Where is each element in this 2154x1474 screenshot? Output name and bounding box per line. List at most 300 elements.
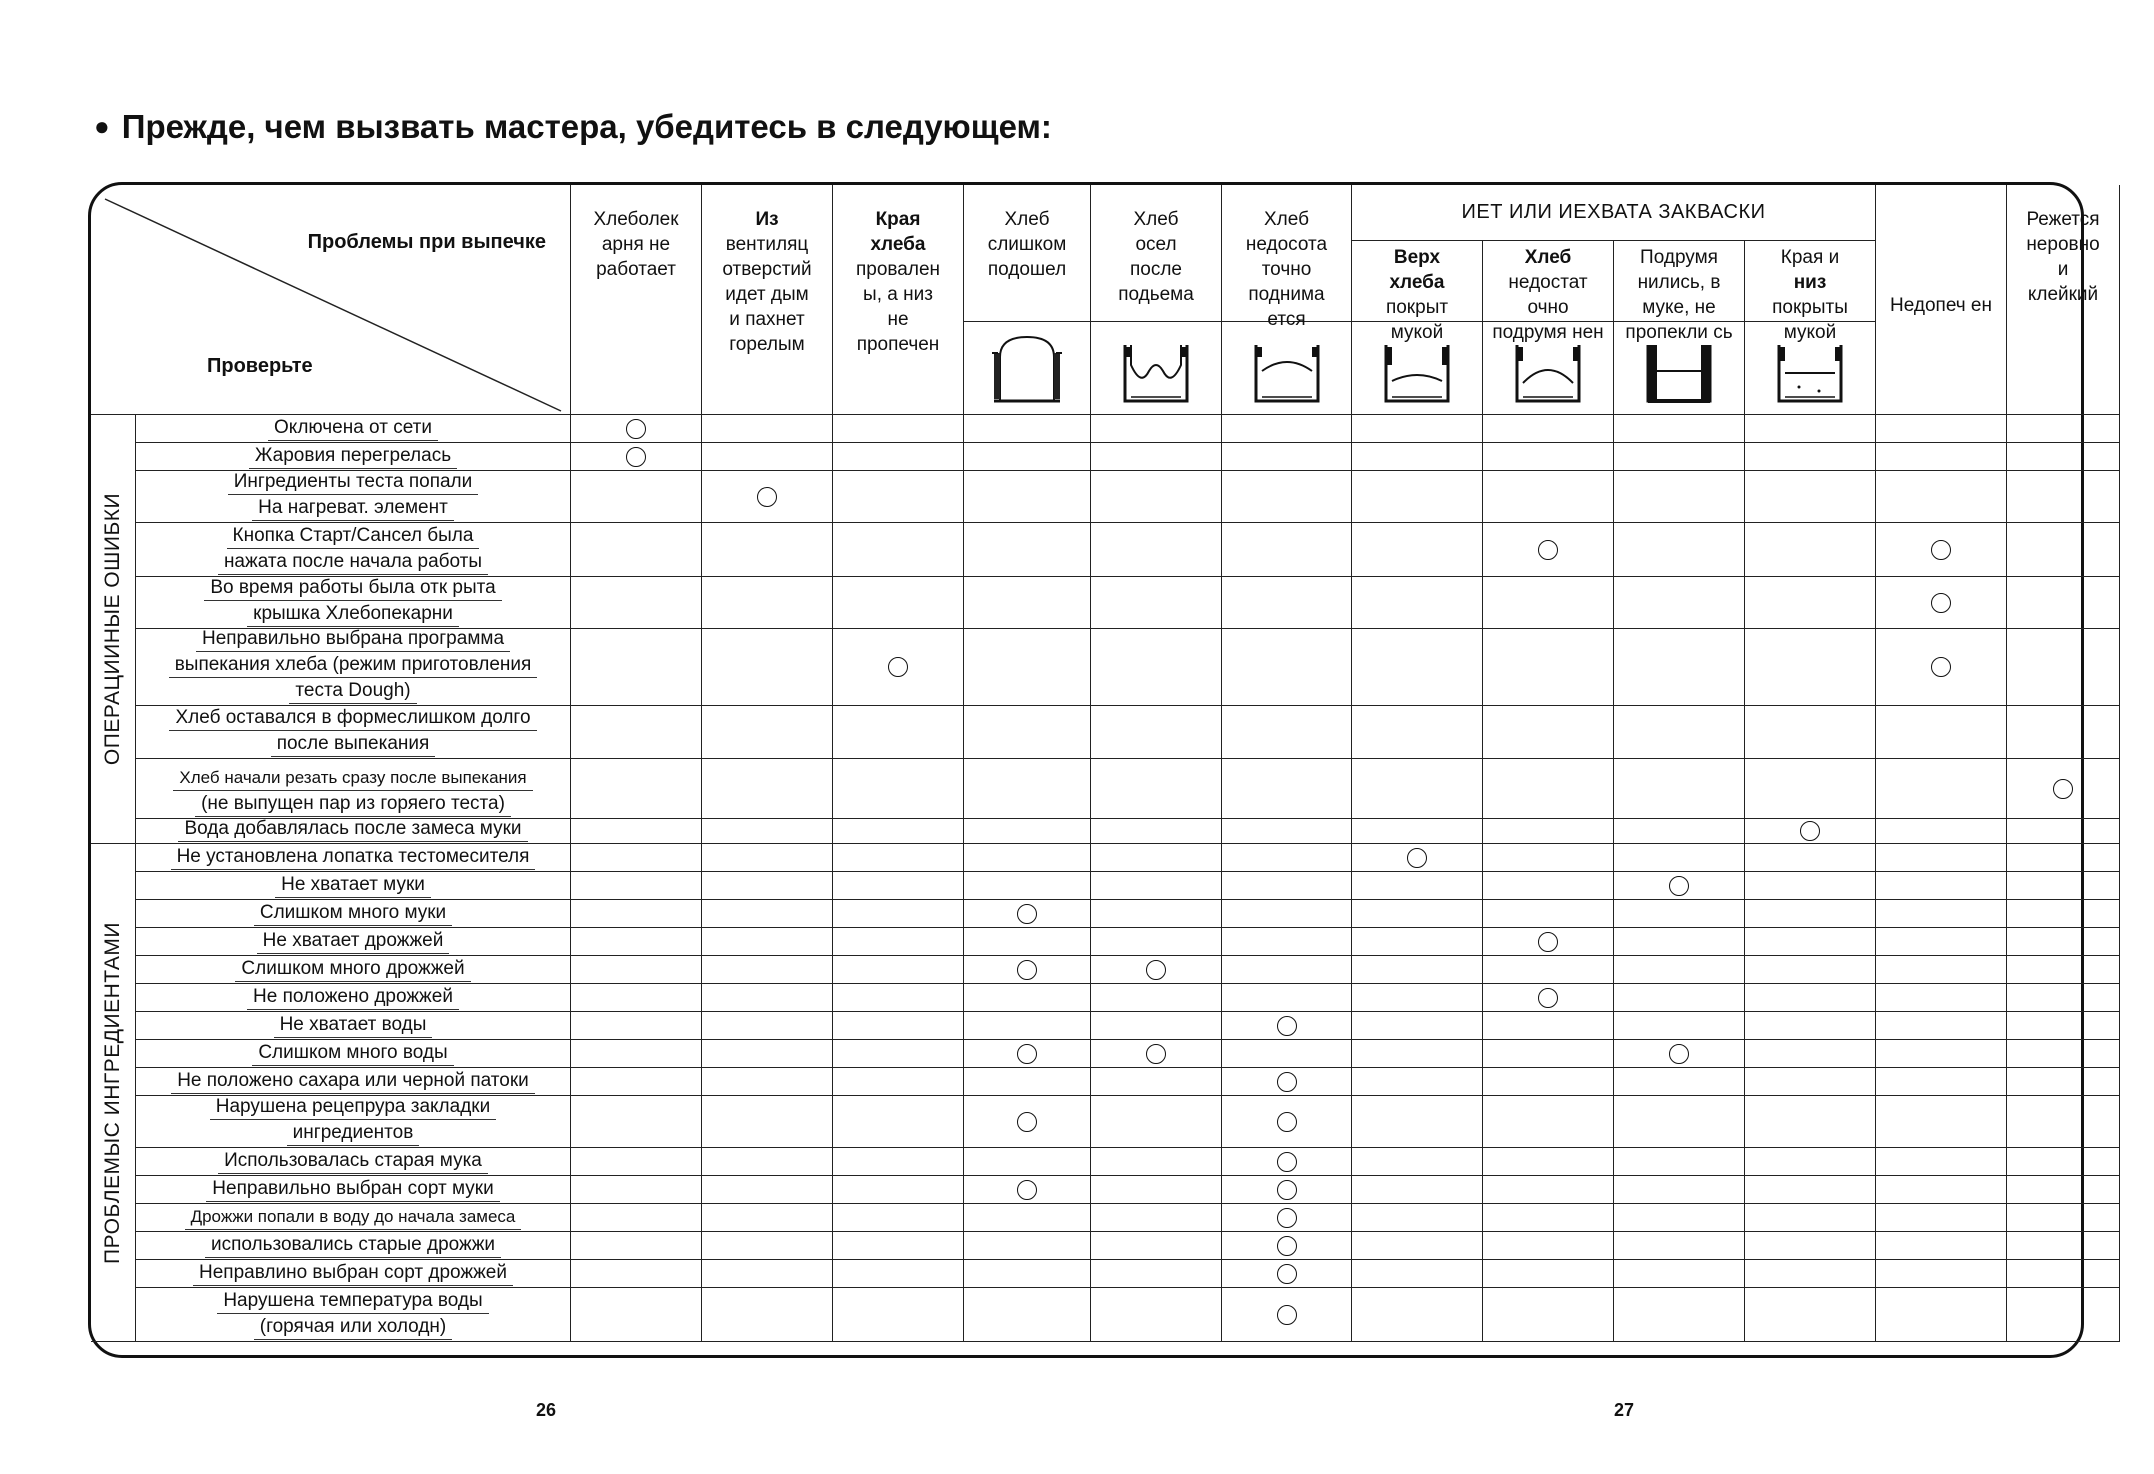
- table-cell: [1222, 872, 1352, 900]
- table-cell: [1745, 900, 1876, 928]
- table-cell: [571, 956, 702, 984]
- table-cell: [1614, 706, 1745, 759]
- table-cell: [1091, 471, 1222, 523]
- table-cell: [1876, 1204, 2007, 1232]
- row-label-line: теста Dough): [289, 678, 416, 704]
- table-cell: [1483, 1068, 1614, 1096]
- table-cell: [1745, 872, 1876, 900]
- column-icon-cell: [1483, 322, 1614, 415]
- table-cell: [702, 759, 833, 819]
- table-cell: [702, 900, 833, 928]
- column-header-5: [1091, 185, 1222, 322]
- table-cell: [1352, 577, 1483, 629]
- table-cell: [833, 471, 964, 523]
- row-label-line: Слишком много воды: [252, 1040, 453, 1066]
- table-cell: [1745, 471, 1876, 523]
- table-cell: [571, 523, 702, 577]
- table-cell: [1483, 844, 1614, 872]
- table-cell: [571, 706, 702, 759]
- group-header-yeast: ИЕТ ИЛИ ИЕХВАТА ЗАКВАСКИ: [1352, 185, 1876, 241]
- table-cell: [1091, 872, 1222, 900]
- column-header-line: Недопеч ен: [1890, 295, 1992, 316]
- table-cell: [1614, 523, 1745, 577]
- check-circle-icon: [1538, 988, 1558, 1008]
- table-cell: [833, 956, 964, 984]
- table-cell: [1483, 1012, 1614, 1040]
- troubleshooting-table-frame: [88, 182, 2100, 1358]
- column-header-9: [1614, 241, 1745, 343]
- check-circle-icon: [1669, 1044, 1689, 1064]
- table-cell: [1091, 523, 1222, 577]
- check-circle-icon: [1017, 960, 1037, 980]
- table-cell: [1745, 1148, 1876, 1176]
- table-cell: [1352, 844, 1483, 872]
- row-label-line: Жаровия перегрелась: [249, 443, 457, 469]
- column-header-line: очно: [1527, 297, 1569, 318]
- loaf-collapsed-icon: [1115, 331, 1197, 405]
- table-cell: [1745, 819, 1876, 844]
- table-cell: [833, 1260, 964, 1288]
- table-cell: [1091, 956, 1222, 984]
- table-cell: [1745, 1204, 1876, 1232]
- table-cell: [964, 1040, 1091, 1068]
- table-cell: [833, 1288, 964, 1342]
- table-cell: [1745, 443, 1876, 471]
- table-cell: [571, 928, 702, 956]
- table-cell: [1352, 706, 1483, 759]
- table-cell: [1352, 1260, 1483, 1288]
- table-cell: [1614, 577, 1745, 629]
- row-label-line: использовались старые дрожжи: [205, 1232, 501, 1258]
- column-header-line: нились, в: [1637, 272, 1721, 293]
- table-cell: [1483, 1232, 1614, 1260]
- table-cell: [964, 523, 1091, 577]
- table-cell: [964, 443, 1091, 471]
- table-cell: [1483, 1040, 1614, 1068]
- table-cell: [2007, 1148, 2120, 1176]
- column-header-line: Хлеб: [1524, 247, 1572, 268]
- table-cell: [702, 1204, 833, 1232]
- column-header-line: хлеба: [870, 234, 926, 255]
- column-header-8: [1483, 241, 1614, 343]
- column-icon-cell: [1222, 322, 1352, 415]
- table-cell: [1745, 1176, 1876, 1204]
- table-cell: [1614, 629, 1745, 706]
- table-cell: [1091, 1176, 1222, 1204]
- column-header-line: арня не: [601, 234, 671, 255]
- check-circle-icon: [1669, 876, 1689, 896]
- table-cell: [1222, 706, 1352, 759]
- table-cell: [702, 629, 833, 706]
- table-cell: [1614, 1176, 1745, 1204]
- table-cell: [1483, 819, 1614, 844]
- column-header-line: пропекли сь: [1625, 322, 1733, 343]
- column-header-line: провален: [855, 259, 940, 280]
- row-label-line: Слишком много дрожжей: [235, 956, 470, 982]
- row-label-line: после выпекания: [271, 731, 436, 757]
- check-circle-icon: [1277, 1072, 1297, 1092]
- table-cell: [1876, 1068, 2007, 1096]
- table-cell: [833, 984, 964, 1012]
- table-cell: [571, 577, 702, 629]
- table-cell: [1876, 1260, 2007, 1288]
- row-label-line: Не положено дрожжей: [247, 984, 459, 1010]
- table-cell: [1091, 1260, 1222, 1288]
- table-cell: [1091, 928, 1222, 956]
- check-circle-icon: [1277, 1264, 1297, 1284]
- table-cell: [2007, 1012, 2120, 1040]
- table-cell: [702, 1068, 833, 1096]
- table-cell: [964, 956, 1091, 984]
- table-cell: [1222, 759, 1352, 819]
- table-cell: [833, 759, 964, 819]
- row-label: [136, 1232, 571, 1260]
- row-label: [136, 956, 571, 984]
- table-cell: [1352, 819, 1483, 844]
- table-cell: [833, 1232, 964, 1260]
- check-circle-icon: [1277, 1180, 1297, 1200]
- table-cell: [1222, 577, 1352, 629]
- check-circle-icon: [1538, 540, 1558, 560]
- row-label: [136, 819, 571, 844]
- row-label-line: крышка Хлебопекарни: [247, 601, 459, 627]
- table-cell: [833, 1012, 964, 1040]
- table-cell: [1091, 577, 1222, 629]
- table-cell: [1091, 1204, 1222, 1232]
- table-cell: [1745, 984, 1876, 1012]
- table-cell: [702, 956, 833, 984]
- column-header-line: вентиляц: [725, 234, 809, 255]
- check-circle-icon: [757, 487, 777, 507]
- table-cell: [571, 629, 702, 706]
- table-cell: [1352, 872, 1483, 900]
- table-cell: [964, 629, 1091, 706]
- row-label: [136, 706, 571, 759]
- troubleshooting-table: [91, 185, 2100, 1342]
- row-label: [136, 1288, 571, 1342]
- row-label-line: Не хватает воды: [274, 1012, 433, 1038]
- table-cell: [833, 819, 964, 844]
- table-cell: [1483, 1288, 1614, 1342]
- table-cell: [702, 1040, 833, 1068]
- column-header-line: Хлеб: [1004, 209, 1050, 230]
- table-cell: [702, 523, 833, 577]
- column-header-line: Режется: [2026, 209, 2100, 230]
- table-cell: [1091, 759, 1222, 819]
- row-label-line: На нагреват. элемент: [252, 495, 454, 521]
- row-label-line: Не хватает дрожжей: [257, 928, 450, 954]
- row-label: [136, 759, 571, 819]
- page-number-right: 27: [1614, 1400, 1635, 1420]
- table-cell: [1614, 1204, 1745, 1232]
- row-label-line: Неправильно выбран сорт муки: [206, 1176, 499, 1202]
- table-cell: [1483, 415, 1614, 443]
- table-cell: [1352, 1068, 1483, 1096]
- row-label-line: Не хватает муки: [275, 872, 431, 898]
- row-label-line: Нарушена температура воды: [217, 1288, 488, 1314]
- table-cell: [571, 471, 702, 523]
- check-circle-icon: [1017, 904, 1037, 924]
- check-circle-icon: [1931, 593, 1951, 613]
- table-cell: [1876, 984, 2007, 1012]
- row-label: [136, 1096, 571, 1148]
- table-cell: [2007, 577, 2120, 629]
- corner-diagonal-line: [91, 185, 571, 415]
- table-cell: [1352, 900, 1483, 928]
- column-header-line: Верх: [1393, 247, 1441, 268]
- row-label: [136, 629, 571, 706]
- table-cell: [702, 577, 833, 629]
- table-cell: [1876, 1040, 2007, 1068]
- table-cell: [1222, 443, 1352, 471]
- table-cell: [833, 443, 964, 471]
- row-label: [136, 577, 571, 629]
- table-cell: [833, 415, 964, 443]
- table-cell: [1091, 1096, 1222, 1148]
- table-cell: [964, 984, 1091, 1012]
- table-cell: [964, 1068, 1091, 1096]
- table-cell: [833, 1040, 964, 1068]
- table-cell: [2007, 706, 2120, 759]
- check-circle-icon: [626, 419, 646, 439]
- row-label-line: (горячая или холодн): [254, 1314, 452, 1340]
- table-cell: [2007, 900, 2120, 928]
- column-header-line: клейкий: [2027, 284, 2099, 305]
- table-cell: [1876, 956, 2007, 984]
- table-cell: [833, 629, 964, 706]
- row-label: [136, 1040, 571, 1068]
- table-corner-cell: [91, 185, 571, 415]
- table-cell: [1745, 629, 1876, 706]
- column-header-line: идет дым: [725, 284, 809, 305]
- row-label-line: Во время работы была отк рыта: [204, 575, 501, 601]
- table-cell: [571, 900, 702, 928]
- table-cell: [1091, 443, 1222, 471]
- table-cell: [2007, 759, 2120, 819]
- table-cell: [1745, 1012, 1876, 1040]
- check-circle-icon: [626, 447, 646, 467]
- table-cell: [1614, 984, 1745, 1012]
- row-label-line: нажата после начала работы: [218, 549, 488, 575]
- table-cell: [1876, 443, 2007, 471]
- table-cell: [571, 819, 702, 844]
- table-cell: [1876, 415, 2007, 443]
- check-circle-icon: [1277, 1236, 1297, 1256]
- table-cell: [1876, 759, 2007, 819]
- table-cell: [1483, 523, 1614, 577]
- table-cell: [1876, 1096, 2007, 1148]
- table-cell: [1222, 1288, 1352, 1342]
- table-cell: [1483, 706, 1614, 759]
- table-cell: [964, 1260, 1091, 1288]
- section-title: ПРОБЛЕМЫС ИНГРЕДИЕНТАМИ: [101, 921, 125, 1264]
- table-cell: [702, 1176, 833, 1204]
- row-label: [136, 1148, 571, 1176]
- table-cell: [964, 577, 1091, 629]
- table-cell: [833, 577, 964, 629]
- row-label-line: Использовалась старая мука: [218, 1148, 488, 1174]
- table-cell: [833, 1068, 964, 1096]
- check-circle-icon: [1931, 657, 1951, 677]
- table-cell: [1483, 471, 1614, 523]
- table-cell: [2007, 523, 2120, 577]
- table-cell: [1483, 1148, 1614, 1176]
- row-label-line: выпекания хлеба (режим приготовления: [169, 652, 538, 678]
- column-header-line: муке, не: [1642, 297, 1716, 318]
- column-icon-cell: [964, 322, 1091, 415]
- table-cell: [1745, 706, 1876, 759]
- column-header-line: Хлеболек: [593, 209, 679, 230]
- table-cell: [1483, 577, 1614, 629]
- table-cell: [1091, 1012, 1222, 1040]
- column-header-line: покрыты: [1772, 297, 1848, 318]
- column-header-line: Края и: [1780, 247, 1840, 268]
- table-cell: [571, 1232, 702, 1260]
- table-cell: [1614, 928, 1745, 956]
- table-cell: [1614, 415, 1745, 443]
- table-cell: [1352, 1176, 1483, 1204]
- table-cell: [1745, 523, 1876, 577]
- table-cell: [1483, 928, 1614, 956]
- table-cell: [1352, 984, 1483, 1012]
- table-cell: [571, 1148, 702, 1176]
- column-header-line: низ: [1793, 272, 1827, 293]
- table-cell: [702, 415, 833, 443]
- table-cell: [1745, 1068, 1876, 1096]
- table-cell: [1614, 443, 1745, 471]
- column-header-line: мукой: [1390, 322, 1444, 343]
- table-cell: [1745, 759, 1876, 819]
- table-cell: [1614, 759, 1745, 819]
- check-circle-icon: [1277, 1305, 1297, 1325]
- table-cell: [702, 1148, 833, 1176]
- column-header-7: [1352, 241, 1483, 343]
- table-cell: [1222, 629, 1352, 706]
- table-cell: [964, 706, 1091, 759]
- table-cell: [1876, 819, 2007, 844]
- table-cell: [1091, 629, 1222, 706]
- table-cell: [1091, 415, 1222, 443]
- page-heading: [94, 108, 1052, 146]
- row-label: [136, 844, 571, 872]
- column-icon-cell: [1352, 322, 1483, 415]
- table-cell: [2007, 872, 2120, 900]
- table-cell: [571, 1012, 702, 1040]
- column-header-line: и пахнет: [729, 309, 805, 330]
- table-cell: [571, 1260, 702, 1288]
- table-cell: [1352, 415, 1483, 443]
- row-label: [136, 928, 571, 956]
- table-cell: [571, 1068, 702, 1096]
- table-cell: [1483, 872, 1614, 900]
- table-cell: [571, 1096, 702, 1148]
- column-header-3: [833, 185, 964, 415]
- column-header-line: горелым: [729, 334, 805, 355]
- table-cell: [1091, 1040, 1222, 1068]
- table-cell: [833, 872, 964, 900]
- table-cell: [1614, 872, 1745, 900]
- table-cell: [702, 443, 833, 471]
- table-cell: [1876, 523, 2007, 577]
- table-cell: [1876, 1148, 2007, 1176]
- table-cell: [1614, 844, 1745, 872]
- column-header-line: после: [1129, 259, 1182, 280]
- column-header-line: поднима: [1248, 284, 1325, 305]
- column-header-line: Хлеб: [1264, 209, 1309, 230]
- column-header-4: [964, 185, 1091, 322]
- table-cell: [702, 471, 833, 523]
- column-header-line: работает: [596, 259, 676, 280]
- table-cell: [833, 1176, 964, 1204]
- check-circle-icon: [1407, 848, 1427, 868]
- table-cell: [964, 900, 1091, 928]
- table-cell: [1483, 1204, 1614, 1232]
- table-cell: [1876, 1232, 2007, 1260]
- row-label: [136, 872, 571, 900]
- section-title: ОПЕРАЦИИНЫЕ ОШИБКИ: [101, 492, 124, 766]
- table-cell: [1745, 415, 1876, 443]
- table-cell: [833, 928, 964, 956]
- check-circle-icon: [1538, 932, 1558, 952]
- row-label: [136, 984, 571, 1012]
- loaf-overflow-icon: [986, 331, 1068, 405]
- table-cell: [1091, 1232, 1222, 1260]
- table-cell: [1091, 984, 1222, 1012]
- loaf-dark-sides-icon: [1638, 331, 1720, 405]
- table-cell: [833, 1204, 964, 1232]
- table-cell: [2007, 1260, 2120, 1288]
- row-label-line: Хлеб оставался в формеслишком долго: [169, 705, 536, 731]
- table-cell: [571, 443, 702, 471]
- table-cell: [1222, 1232, 1352, 1260]
- row-label-line: Неправлино выбран сорт дрожжей: [193, 1260, 513, 1286]
- table-cell: [964, 1204, 1091, 1232]
- table-cell: [1876, 706, 2007, 759]
- check-circle-icon: [1146, 960, 1166, 980]
- check-circle-icon: [888, 657, 908, 677]
- table-cell: [1352, 759, 1483, 819]
- table-cell: [1352, 1148, 1483, 1176]
- table-cell: [702, 1012, 833, 1040]
- check-circle-icon: [1017, 1044, 1037, 1064]
- table-cell: [1483, 443, 1614, 471]
- table-cell: [1745, 1040, 1876, 1068]
- table-cell: [571, 1040, 702, 1068]
- table-cell: [964, 1096, 1091, 1148]
- table-cell: [1876, 577, 2007, 629]
- table-cell: [702, 1096, 833, 1148]
- table-cell: [964, 1148, 1091, 1176]
- table-cell: [1222, 900, 1352, 928]
- check-circle-icon: [2053, 779, 2073, 799]
- corner-check-label: Проверьте: [207, 355, 313, 377]
- table-cell: [571, 1176, 702, 1204]
- table-cell: [964, 819, 1091, 844]
- table-cell: [702, 984, 833, 1012]
- table-cell: [1091, 900, 1222, 928]
- table-cell: [1483, 1260, 1614, 1288]
- table-cell: [964, 928, 1091, 956]
- table-cell: [1745, 577, 1876, 629]
- row-label-line: Вода добавлялась после замеса муки: [178, 816, 527, 842]
- row-label-line: Кнопка Старт/Сансел была: [227, 523, 480, 549]
- table-cell: [2007, 819, 2120, 844]
- row-label: [136, 1012, 571, 1040]
- column-header-line: Края: [875, 209, 921, 230]
- table-cell: [2007, 984, 2120, 1012]
- table-cell: [2007, 1232, 2120, 1260]
- table-cell: [1483, 1096, 1614, 1148]
